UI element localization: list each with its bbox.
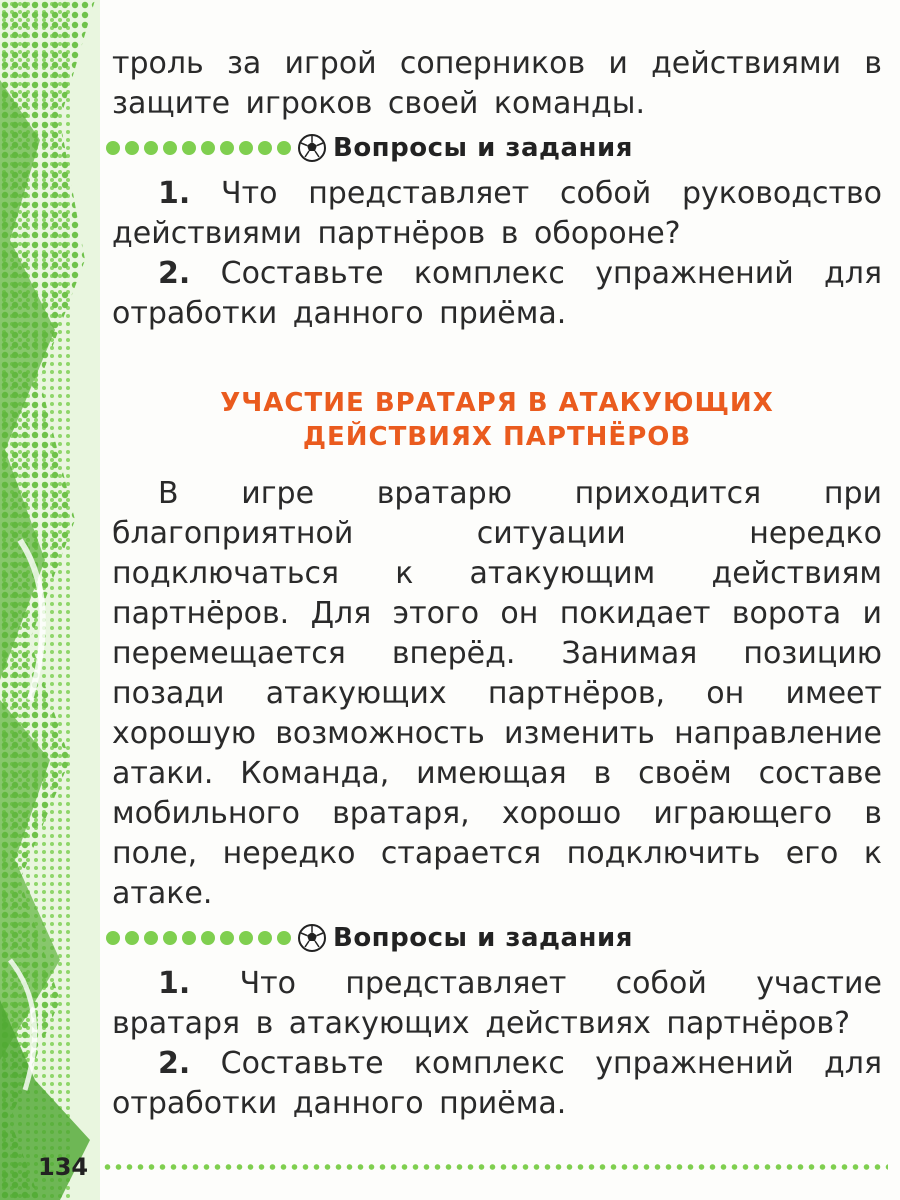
intro-paragraph: троль за игрой соперников и действиями в защите игроков своей команды. <box>112 46 882 121</box>
question-text: Что представляет собой участие вратаря в атакующих действиях партнёров? <box>112 966 882 1041</box>
page-content <box>112 44 882 1124</box>
soccer-ball-icon <box>297 923 327 953</box>
question-item <box>112 1044 882 1124</box>
questions-header-label: Вопросы и задания <box>333 923 633 953</box>
question-text: Составьте комплекс упражнений для отработки данного приёма. <box>112 256 882 331</box>
questions-header-2 <box>112 920 882 956</box>
soccer-ball-icon <box>297 133 327 163</box>
question-text: Составьте комплекс упражнений для отработки данного приёма. <box>112 1046 882 1121</box>
questions-header-1 <box>112 130 882 166</box>
section-body-paragraph: В игре вратарю приходится при благоприятной ситуации нередко подключаться к атакующим действиям партнёров. Для этого он покидает ворота и перемещается вперёд. Занимая позицию позади атакующих партнёров, он имеет хорошую возможность изменить направление атаки. Команда, имеющая в своём составе мобильного вратаря, хорошо играющего в поле, нередко старается подключить его к атаке. <box>112 476 882 911</box>
section-title-line: ДЕЙСТВИЯХ ПАРТНЁРОВ <box>302 422 692 452</box>
dot-leader <box>106 141 291 155</box>
question-item <box>112 964 882 1044</box>
decorative-green-margin <box>0 0 100 1200</box>
question-item <box>112 254 882 334</box>
question-number: 2. <box>158 256 191 291</box>
question-text: Что представляет собой руководство действиями партнёров в обороне? <box>112 176 882 251</box>
section-title-line: УЧАСТИЕ ВРАТАРЯ В АТАКУЮЩИХ <box>220 388 774 418</box>
dot-leader <box>106 931 291 945</box>
question-number: 1. <box>158 966 191 1001</box>
page-footer <box>38 1152 888 1182</box>
page-number: 134 <box>38 1153 89 1181</box>
question-number: 2. <box>158 1046 191 1081</box>
questions-header-label: Вопросы и задания <box>333 133 633 163</box>
section-title <box>112 386 882 454</box>
question-item <box>112 174 882 254</box>
footer-dot-rule <box>102 1164 888 1170</box>
question-number: 1. <box>158 176 191 211</box>
